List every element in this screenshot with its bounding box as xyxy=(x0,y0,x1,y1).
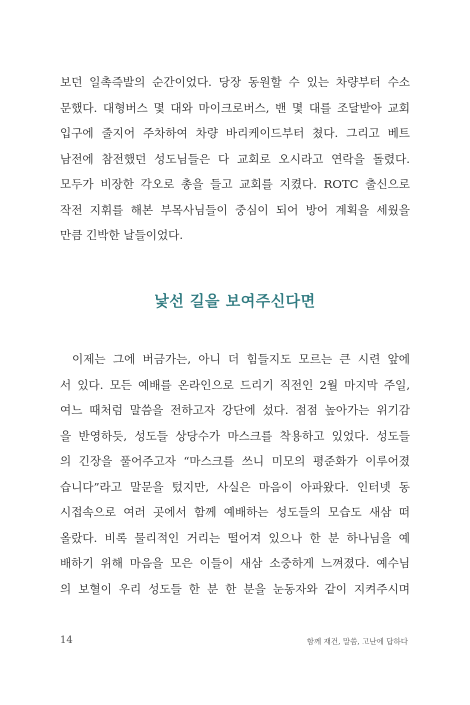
text-line: 보던 일촉즉발의 순간이었다. 당장 동원할 수 있는 차량부터 수소 xyxy=(60,75,410,89)
text-line: 배하기 위해 마음을 모은 이들이 새삼 소중하게 느껴졌다. 예수님 xyxy=(60,556,410,570)
text-line: 서 있다. 모든 예배를 온라인으로 드리기 직전인 2월 마지막 주일, xyxy=(60,377,410,392)
running-footer-title: 함께 재건, 말씀, 고난에 답하다 xyxy=(306,637,408,646)
page-number: 14 xyxy=(60,635,73,646)
text-line: 습니다”라고 말문을 텄지만, 사실은 마음이 아파왔다. 인터넷 동 xyxy=(60,479,410,494)
paragraph-2 xyxy=(60,347,410,602)
text-line: 시접속으로 여러 곳에서 함께 예배하는 성도들의 모습도 새삼 떠 xyxy=(60,505,410,519)
text-line: 이제는 그에 버금가는, 아니 더 힘들지도 모르는 큰 시련 앞에 xyxy=(72,352,410,366)
text-line: 남전에 참전했던 성도님들은 다 교회로 오시라고 연락을 돌렸다. xyxy=(60,151,410,166)
text-line: 작전 지휘를 해본 부목사님들이 중심이 되어 방어 계획을 세웠을 xyxy=(60,202,410,217)
text-line: 을 반영하듯, 성도들 상당수가 마스크를 착용하고 있었다. 성도들 xyxy=(60,428,410,443)
text-line: 만큼 긴박한 날들이었다. xyxy=(60,228,184,242)
text-line: 의 보혈이 우리 성도들 한 분 한 분을 눈동자와 같이 지켜주시며 xyxy=(60,581,410,596)
section-heading: 낯선 길을 보여주신다면 xyxy=(154,292,316,310)
text-line: 문했다. 대형버스 몇 대와 마이크로버스, 밴 몇 대를 조달받아 교회 xyxy=(60,100,410,115)
text-line: 모두가 비장한 각오로 총을 들고 교회를 지켰다. ROTC 출신으로 xyxy=(60,177,410,191)
text-line: 여느 때처럼 말씀을 전하고자 강단에 섰다. 점점 높아가는 위기감 xyxy=(60,403,410,417)
text-line: 입구에 줄지어 주차하여 차량 바리케이드부터 쳤다. 그리고 베트 xyxy=(60,126,410,140)
paragraph-1 xyxy=(60,70,410,249)
text-line: 올랐다. 비록 물리적인 거리는 떨어져 있으나 한 분 하나님을 예 xyxy=(60,530,410,545)
text-line: 의 긴장을 풀어주고자 “마스크를 쓰니 미모의 평준화가 이루어졌 xyxy=(60,454,410,468)
